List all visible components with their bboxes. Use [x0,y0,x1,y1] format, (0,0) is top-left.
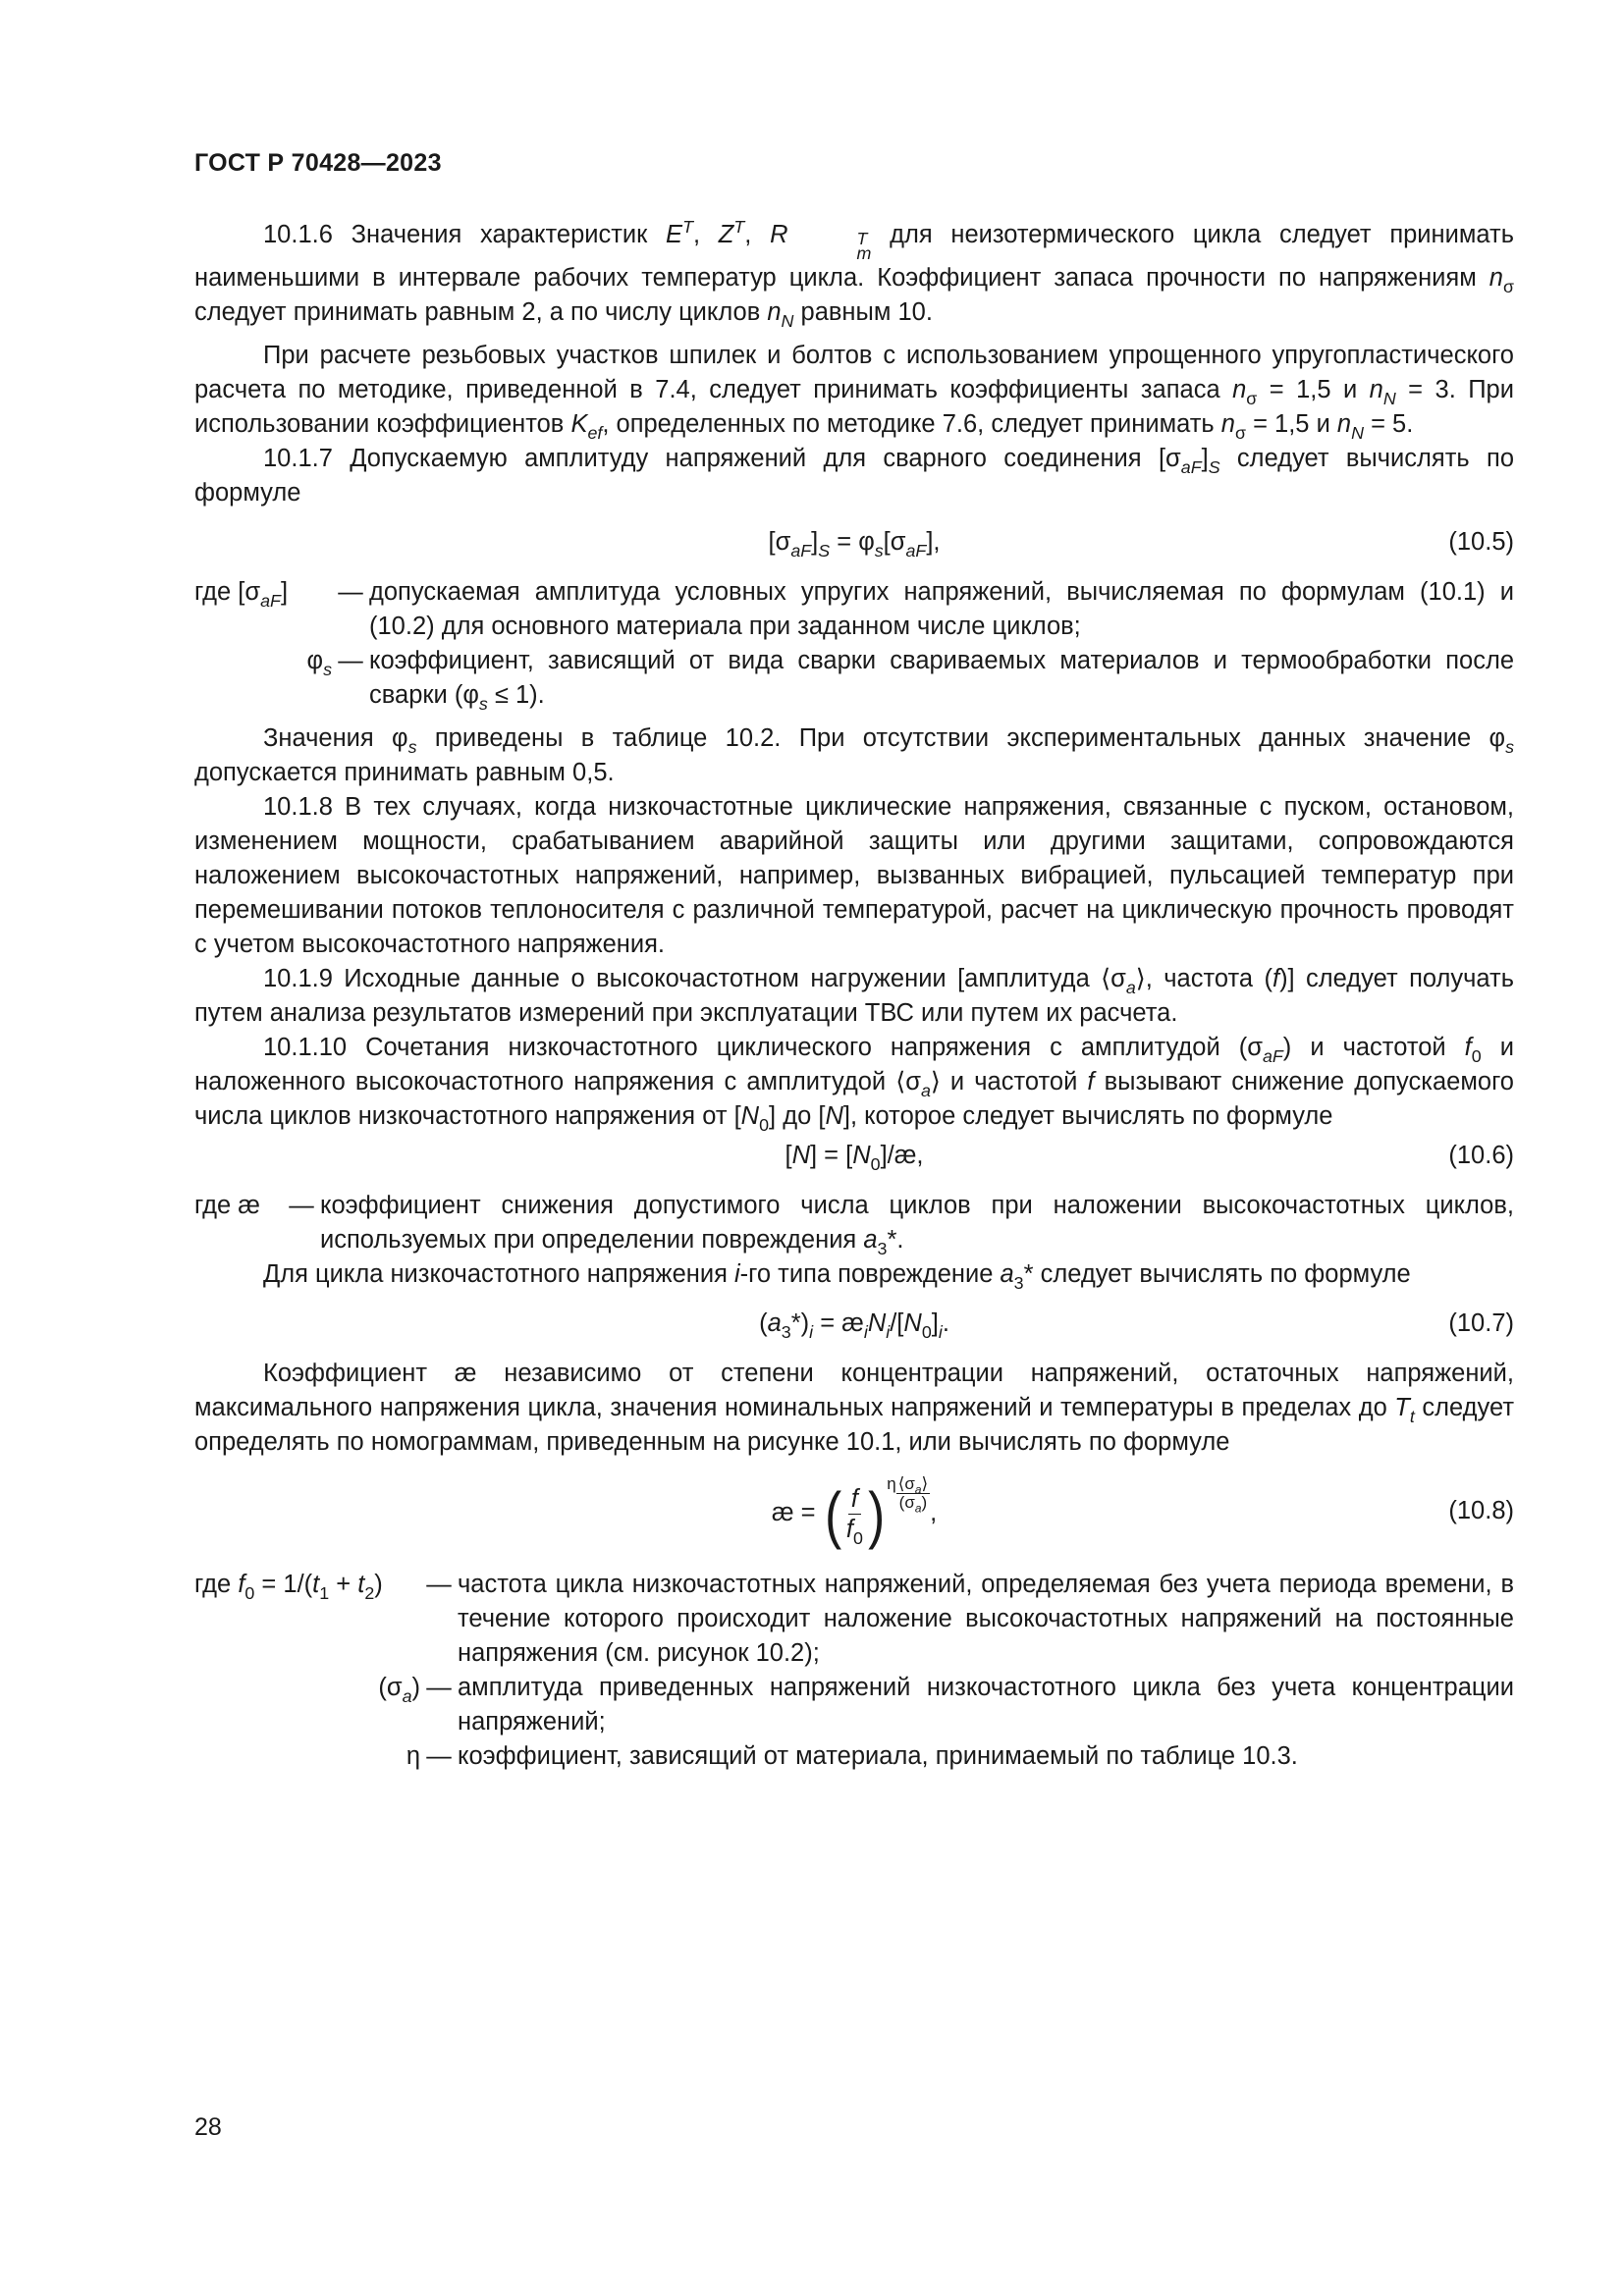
where-row [194,644,1514,713]
where-text: допускаемая амплитуда условных упругих напряжений, вычисляемая по формулам (10.1) и (10.2) для основного материала при заданном числе циклов; [369,578,1514,640]
where-label: $\varphi_s$ [306,647,332,679]
where-block-10-6 [194,1189,1514,1257]
formula-10-8-number: (10.8) [1448,1496,1514,1524]
formula-10-7-body: $(a_3*)_i$ = $æ_iN_i/[N_0]_i$. [759,1308,949,1342]
formula-10-8 [194,1466,1514,1556]
where-label: где $f_0 = 1/(t_1 + t_2)$ [194,1571,383,1603]
where-dash: — [338,578,363,606]
formula-10-6 [194,1138,1514,1173]
paragraph-10-1-10: 10.1.10 Сочетания низкочастотного циклического напряжения с амплитудой $(\sigma_{aF})$ и частотой $f_0$ и наложенного высокочастотного напряжения с амплитудой $⟨\sigma_a⟩$ и частотой f вызывают снижение допускаемого числа циклов низкочастотного напряжения от $[N_0]$ до [N], которое следует вычислять по формуле [194,1034,1514,1135]
where-dash: — [426,1742,452,1770]
where-label: η [406,1742,420,1770]
paragraph-phi-values: Значения $\varphi_s$ приведены в таблице 10.2. При отсутствии экспериментальных данных значение $\varphi_s$ допускается принимать равным 0,5. [194,724,1514,786]
formula-10-5-number: (10.5) [1448,527,1514,556]
where-label: где æ [194,1192,260,1219]
formula-10-7 [194,1306,1514,1341]
paragraph-threads: При расчете резьбовых участков шпилек и болтов с использованием упрощенного упругопластического расчета по методике, приведенной в 7.4, следует принимать коэффициенты запаса $n_\sigma = 1,5$ и $n_N = 3$. При использовании коэффициентов $K_{ef}$, определенных по методике 7.6, следует принимать $n_\sigma = 1,5$ и $n_N = 5$. [194,342,1514,443]
paragraph-damage: Для цикла низкочастотного напряжения i-го типа повреждение $a_3*$ следует вычислять по формуле [263,1260,1411,1293]
page-number: 28 [194,2113,222,2141]
where-text: коэффициент снижения допустимого числа циклов при наложении высокочастотных циклов, используемых при определении повреждения $a_3*$. [320,1192,1514,1258]
formula-10-5 [194,524,1514,560]
paragraph-10-1-6: 10.1.6 Значения характеристик $E^T$, $Z^T$, R T m для неизотермического цикла следует принимать наименьшими в интервале рабочих температур цикла. Коэффициент запаса прочности по напряжениям $n_\sigma$ следует принимать равным 2, а по числу циклов $n_N$ равным 10. [194,217,1514,331]
paragraph-10-1-7: 10.1.7 Допускаемую амплитуду напряжений для сварного соединения $[\sigma_{aF}]_S$ следует вычислять по формуле [194,445,1514,507]
where-dash: — [338,647,363,674]
where-dash: — [289,1192,314,1219]
formula-10-6-body: $[N] = [N_0]/æ$, [785,1141,924,1174]
paragraph-10-1-9: 10.1.9 Исходные данные о высокочастотном нагружении [амплитуда $⟨\sigma_a⟩$, частота (f)] следует получать путем анализа результатов измерений при эксплуатации ТВС или путем их расчета. [194,965,1515,1027]
paragraph-coefficient: Коэффициент æ независимо от степени концентрации напряжений, остаточных напряжений, максимального напряжения цикла, значения номинальных напряжений и температуры в пределах до $T_t$ следует определять по номограммам, приведенным на рисунке 10.1, или вычислять по формуле [194,1360,1514,1456]
where-row [194,1189,1514,1257]
where-row [194,1739,1514,1774]
where-row [194,575,1514,644]
where-row [194,1568,1514,1671]
formula-10-6-number: (10.6) [1448,1141,1514,1169]
where-label: где $[\sigma_{aF}]$ [194,578,289,611]
document-body [194,218,1514,1774]
where-text: амплитуда приведенных напряжений низкочастотного цикла без учета концентрации напряжений; [458,1674,1514,1735]
where-dash: — [426,1571,452,1598]
document-header: ГОСТ Р 70428—2023 [194,149,442,177]
where-label: $(\sigma_a)$ [378,1674,420,1706]
where-text: коэффициент, зависящий от вида сварки свариваемых материалов и термообработки после сварки $(\varphi_s \le 1)$. [369,647,1514,714]
formula-10-5-body: $[\sigma_{aF}]_S = \varphi_s[\sigma_{aF}]$, [768,527,941,561]
formula-10-8-body: æ = ( $\frac{f}{f_0}$ ) η $⟨\sigma_a⟩$ $(\sigma_a)$ , [771,1474,938,1550]
where-block-10-5 [194,575,1514,713]
paragraph-10-1-8: 10.1.8 В тех случаях, когда низкочастотные циклические напряжения, связанные с пуском, остановом, изменением мощности, срабатыванием аварийной защиты или другими защитами, сопровождаются наложением высокочастотных напряжений, например, вызванных вибрацией, пульсацией температур при перемешивании потоков теплоносителя с различной температурой, расчет на циклическую прочность проводят с учетом высокочастотного напряжения. [194,793,1514,958]
where-text: коэффициент, зависящий от материала, принимаемый по таблице 10.3. [458,1742,1298,1770]
formula-10-7-number: (10.7) [1448,1308,1514,1337]
where-row [194,1671,1514,1739]
where-block-10-8 [194,1568,1514,1774]
where-text: частота цикла низкочастотных напряжений, определяемая без учета периода времени, в течение которого происходит наложение высокочастотных напряжений на постоянные напряжения (см. рисунок 10.2); [458,1571,1514,1667]
where-dash: — [426,1674,452,1701]
